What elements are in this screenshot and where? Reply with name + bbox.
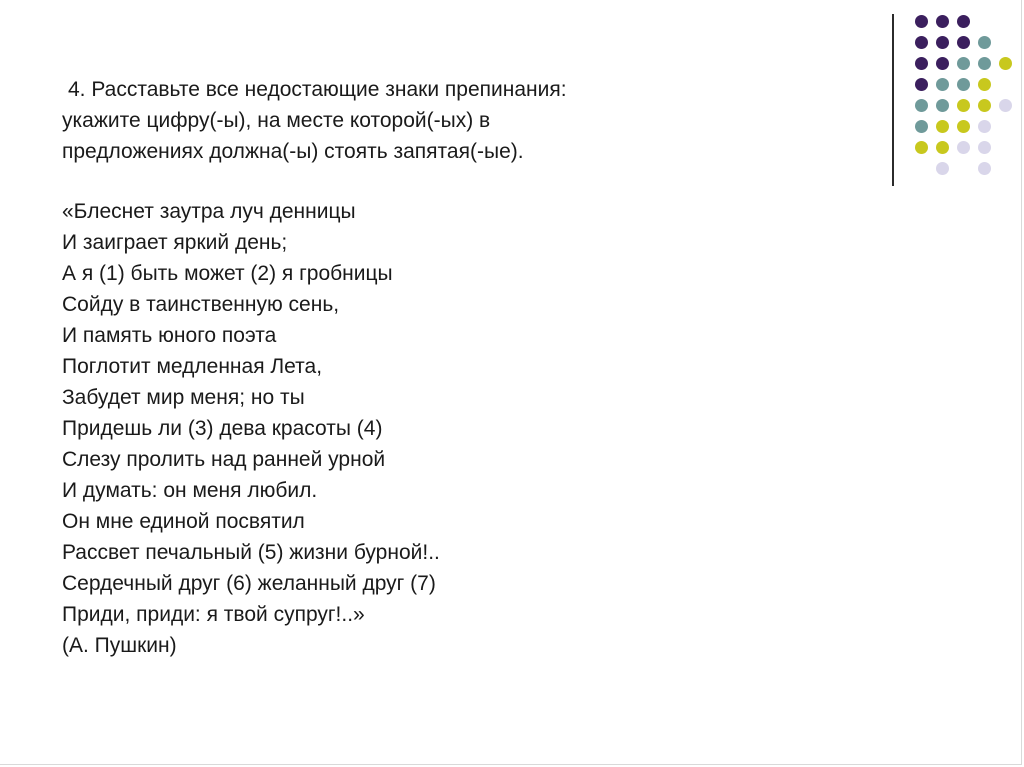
decor-dot [957,141,970,154]
decor-dot [978,120,991,133]
poem-line: И думать: он меня любил. [62,479,318,502]
decor-dot [957,15,970,28]
decor-dot [915,99,928,112]
task-line: укажите цифру(-ы), на месте которой(-ых) в [62,109,491,132]
task-instructions [62,74,822,167]
poem-line: Сойду в таинственную сень, [62,293,340,316]
decor-dot [978,36,991,49]
decor-dot [915,78,928,91]
decor-dot [915,57,928,70]
decor-dot [936,141,949,154]
decor-dot [978,99,991,112]
decor-dot [915,141,928,154]
vertical-divider [892,14,894,186]
decor-dot [936,36,949,49]
poem-text [62,196,440,661]
decor-dot [978,57,991,70]
decor-dot [957,120,970,133]
poem-line: Он мне единой посвятил [62,510,305,533]
decor-dot [957,57,970,70]
poem-line: Слезу пролить над ранней урной [62,448,386,471]
poem-line: И память юного поэта [62,324,277,347]
decor-dot [999,99,1012,112]
decor-dot [915,15,928,28]
decor-dot [978,162,991,175]
decor-dot [957,99,970,112]
task-line: 4. Расставьте все недостающие знаки препинания: [68,78,567,101]
poem-line: Поглотит медленная Лета, [62,355,323,378]
decor-dot [915,36,928,49]
poem-line: «Блеснет заутра луч денницы [62,200,356,223]
decor-dot [936,15,949,28]
poem-line: Придешь ли (3) дева красоты (4) [62,417,383,440]
decor-dot [936,99,949,112]
poem-line: Забудет мир меня; но ты [62,386,305,409]
poem-author: (А. Пушкин) [62,634,177,657]
poem-line: Приди, приди: я твой супруг!..» [62,603,365,626]
decor-dot [936,162,949,175]
decor-dot [957,36,970,49]
poem-line: Сердечный друг (6) желанный друг (7) [62,572,436,595]
task-line: предложениях должна(-ы) стоять запятая(-ые). [62,140,524,163]
poem-line: А я (1) быть может (2) я гробницы [62,262,393,285]
decor-dot [978,141,991,154]
decor-dot [936,78,949,91]
decor-dot [936,57,949,70]
decor-dot [999,57,1012,70]
decor-dot [936,120,949,133]
poem-line: Рассвет печальный (5) жизни бурной!.. [62,541,440,564]
decor-dot [915,120,928,133]
poem-line: И заиграет яркий день; [62,231,288,254]
decor-dot [957,78,970,91]
decor-dot [978,78,991,91]
